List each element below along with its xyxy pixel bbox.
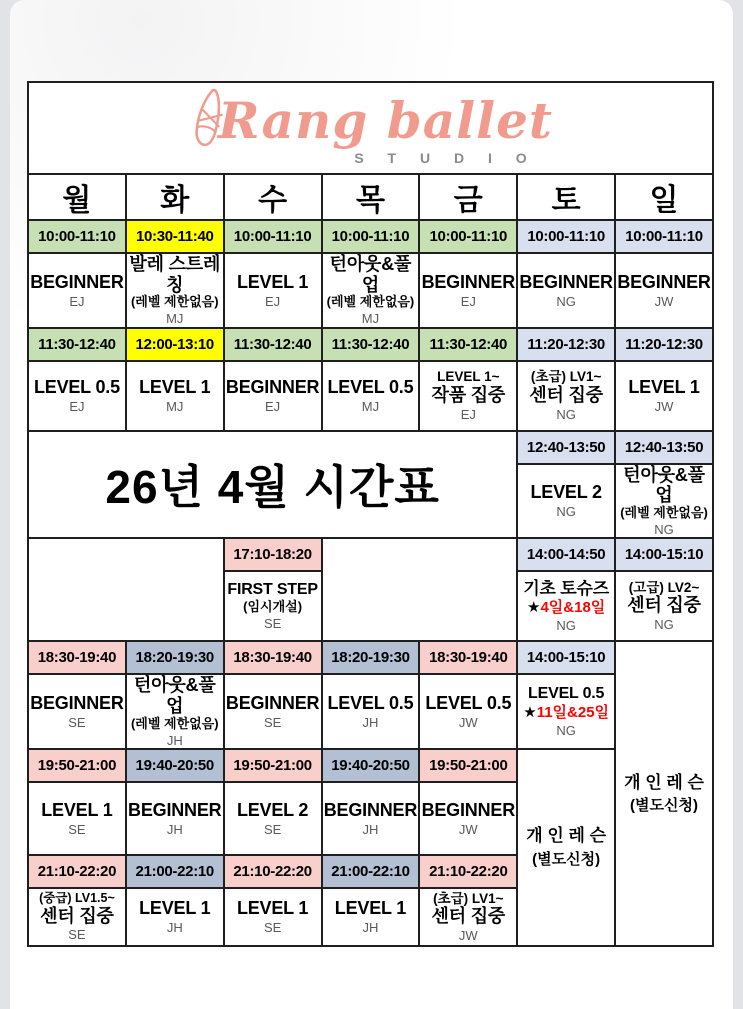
class-name: BEGINNER: [30, 271, 124, 292]
class-teacher: JW: [654, 293, 674, 309]
sun-time-2: 11:20-12:30: [615, 328, 713, 361]
class-dates: ★4일&18일: [526, 598, 606, 616]
logo-cell: [28, 82, 713, 174]
class-sub: (레벨 제한없음): [130, 294, 219, 310]
fri-time-2: 11:30-12:40: [419, 328, 517, 361]
class-teacher: SE: [263, 714, 282, 730]
class-teacher: NG: [654, 521, 674, 537]
wed-time-4: 17:10-18:20: [224, 538, 322, 571]
class-name: 턴아웃&풀업: [329, 254, 412, 295]
thu-class-6: [322, 782, 420, 855]
mon-class-1: [28, 253, 126, 328]
wed-time-7: 21:10-22:20: [224, 855, 322, 888]
class-name: LEVEL 1: [628, 377, 700, 398]
class-teacher: EJ: [69, 398, 85, 414]
wed-class-7: [224, 888, 322, 946]
fri-class-6: [419, 782, 517, 855]
class-name: LEVEL 1: [236, 271, 309, 292]
mon-time-7: 21:10-22:20: [28, 855, 126, 888]
class-teacher: SE: [68, 714, 86, 730]
class-name: FIRST STEP: [227, 581, 318, 599]
sat-class-4: [517, 571, 615, 641]
class-name: LEVEL 2: [236, 799, 309, 820]
class-teacher: SE: [263, 920, 282, 936]
thu-time-2: 11:30-12:40: [322, 328, 420, 361]
wed-time-1: 10:00-11:10: [224, 220, 322, 253]
thu-class-1: [322, 253, 420, 328]
class-sub: (레벨 제한없음): [620, 504, 708, 520]
tue-time-2: 12:00-13:10: [126, 328, 224, 361]
class-name: 턴아웃&풀업: [133, 675, 216, 716]
studio-logo: [30, 83, 711, 173]
wed-class-4: [224, 571, 322, 641]
wed-class-1: [224, 253, 322, 328]
class-teacher: EJ: [265, 398, 281, 414]
tue-time-5: 18:20-19:30: [126, 641, 224, 674]
mon-class-6: [28, 782, 126, 855]
sat-class-3: [517, 464, 615, 539]
sat-class-5: [517, 674, 615, 749]
thu-class-2: [322, 361, 420, 431]
class-level: (중급) LV1.5~: [39, 891, 115, 906]
class-name: BEGINNER: [421, 799, 515, 820]
sun-class-4: [615, 571, 713, 641]
class-teacher: EJ: [265, 293, 281, 309]
day-header-sat: 토: [517, 174, 615, 220]
class-teacher: JH: [166, 821, 183, 837]
class-name: LEVEL 0.5: [327, 693, 414, 714]
class-teacher: JH: [362, 821, 379, 837]
day-header-wed: 수: [224, 174, 322, 220]
class-name: 발레 스트레칭: [129, 254, 221, 295]
sat-class-1: [517, 253, 615, 328]
fri-class-2: [419, 361, 517, 431]
mon-class-5: [28, 674, 126, 749]
sun-time-1: 10:00-11:10: [615, 220, 713, 253]
day-header-fri: 금: [419, 174, 517, 220]
thu-time-5: 18:20-19:30: [322, 641, 420, 674]
class-teacher: NG: [556, 406, 576, 422]
class-teacher: SE: [68, 821, 86, 837]
class-teacher: NG: [556, 293, 576, 309]
class-teacher: NG: [654, 617, 674, 633]
class-teacher: MJ: [361, 311, 380, 327]
wed-class-5: [224, 674, 322, 749]
mon-class-2: [28, 361, 126, 431]
wed-class-2: [224, 361, 322, 431]
fri-class-1: [419, 253, 517, 328]
class-teacher: SE: [263, 615, 282, 631]
thu-time-1: 10:00-11:10: [322, 220, 420, 253]
class-teacher: SE: [263, 821, 282, 837]
class-name: BEGINNER: [225, 377, 320, 398]
tue-class-5: [126, 674, 224, 749]
class-teacher: JW: [458, 927, 478, 943]
sat-time-2: 11:20-12:30: [517, 328, 615, 361]
class-level: (초급) LV1~: [530, 369, 602, 385]
wed-time-5: 18:30-19:40: [224, 641, 322, 674]
class-name: BEGINNER: [30, 693, 124, 714]
tue-class-2: [126, 361, 224, 431]
studio-subtitle: S T U D I O: [354, 150, 537, 166]
tue-time-7: 21:00-22:10: [126, 855, 224, 888]
thu-class-5: [322, 674, 420, 749]
fri-class-5: [419, 674, 517, 749]
timetable-title: 26년 4월 시간표: [105, 461, 440, 514]
day-header-thu: 목: [322, 174, 420, 220]
fri-time-7: 21:10-22:20: [419, 855, 517, 888]
class-teacher: JW: [458, 714, 478, 730]
class-name: LEVEL 1: [139, 898, 211, 919]
sat-time-4: 14:00-14:50: [517, 538, 615, 571]
timetable: [27, 81, 714, 947]
class-name: 작품 집중: [431, 384, 506, 405]
class-teacher: MJ: [166, 398, 184, 414]
class-teacher: SE: [68, 927, 86, 943]
mon-class-7: [28, 888, 126, 946]
sat-class-2: [517, 361, 615, 431]
tue-class-7: [126, 888, 224, 946]
class-teacher: NG: [556, 617, 576, 633]
class-level: (초급) LV1~: [433, 890, 504, 906]
class-teacher: EJ: [460, 293, 476, 309]
sat-time-1: 10:00-11:10: [517, 220, 615, 253]
sun-class-1: [615, 253, 713, 328]
class-sub: (레벨 제한없음): [130, 715, 219, 731]
class-name: 센터 집중: [627, 595, 701, 616]
class-sub: (임시개설): [243, 598, 303, 614]
sat-private-lesson: [517, 749, 615, 946]
class-name: BEGINNER: [421, 271, 515, 292]
wed-time-6: 19:50-21:00: [224, 749, 322, 782]
class-name: BEGINNER: [225, 693, 320, 714]
day-header-tue: 화: [126, 174, 224, 220]
class-teacher: MJ: [361, 398, 380, 414]
class-name: LEVEL 0.5: [528, 685, 605, 703]
class-sub: (레벨 제한없음): [326, 294, 415, 310]
mon-time-6: 19:50-21:00: [28, 749, 126, 782]
wed-class-6: [224, 782, 322, 855]
class-teacher: JH: [362, 920, 379, 936]
class-name: BEGINNER: [617, 271, 711, 292]
fri-time-6: 19:50-21:00: [419, 749, 517, 782]
class-name: LEVEL 1: [236, 898, 309, 919]
tue-class-6: [126, 782, 224, 855]
class-name: BEGINNER: [519, 271, 613, 292]
class-teacher: JW: [458, 821, 478, 837]
class-name: BEGINNER: [323, 799, 418, 820]
thu-time-6: 19:40-20:50: [322, 749, 420, 782]
sun-time-3: 12:40-13:50: [615, 431, 713, 464]
sun-private-lesson: [615, 641, 713, 946]
class-teacher: MJ: [166, 311, 184, 327]
tue-time-6: 19:40-20:50: [126, 749, 224, 782]
fri-time-5: 18:30-19:40: [419, 641, 517, 674]
class-name: 턴아웃&풀업: [623, 464, 705, 506]
private-lesson-label: 개 인 레 슨 (별도신청): [624, 772, 704, 815]
empty-cell-thu-fri: [322, 538, 518, 641]
sat-time-3: 12:40-13:50: [517, 431, 615, 464]
tue-time-1: 10:30-11:40: [126, 220, 224, 253]
tue-class-1: [126, 253, 224, 328]
class-name: 기초 토슈즈: [523, 579, 609, 599]
day-header-sun: 일: [615, 174, 713, 220]
mon-time-1: 10:00-11:10: [28, 220, 126, 253]
fri-class-7: [419, 888, 517, 946]
mon-time-5: 18:30-19:40: [28, 641, 126, 674]
class-name: LEVEL 1: [334, 898, 407, 919]
class-level: (고급) LV2~: [628, 579, 700, 595]
fri-time-1: 10:00-11:10: [419, 220, 517, 253]
sat-time-5: 14:00-15:10: [517, 641, 615, 674]
class-teacher: JW: [654, 398, 674, 414]
sun-time-4: 14:00-15:10: [615, 538, 713, 571]
class-name: LEVEL 0.5: [33, 377, 120, 398]
class-teacher: JH: [362, 714, 379, 730]
class-name: LEVEL 0.5: [425, 693, 512, 714]
private-lesson-label: 개 인 레 슨 (별도신청): [526, 826, 607, 868]
class-teacher: NG: [556, 504, 576, 520]
class-teacher: JH: [166, 732, 183, 748]
mon-time-2: 11:30-12:40: [28, 328, 126, 361]
class-name: LEVEL 1: [139, 377, 211, 398]
class-teacher: JH: [166, 920, 183, 936]
thu-class-7: [322, 888, 420, 946]
class-name: 센터 집중: [40, 905, 114, 926]
studio-name: Rang ballet: [217, 91, 554, 150]
class-name: LEVEL 1: [41, 799, 113, 820]
class-name: LEVEL 2: [530, 482, 602, 503]
thu-time-7: 21:00-22:10: [322, 855, 420, 888]
class-teacher: EJ: [69, 293, 85, 309]
wed-time-2: 11:30-12:40: [224, 328, 322, 361]
class-name: LEVEL 0.5: [327, 377, 414, 398]
class-teacher: NG: [556, 722, 576, 738]
day-header-mon: 월: [28, 174, 126, 220]
empty-cell-mon-tue: [28, 538, 224, 641]
class-name: 센터 집중: [431, 906, 506, 927]
sun-class-3: [615, 464, 713, 539]
sun-class-2: [615, 361, 713, 431]
month-title: [28, 431, 517, 539]
page-sheet: [10, 0, 733, 1009]
class-name: BEGINNER: [128, 799, 222, 820]
class-level: LEVEL 1~: [437, 369, 500, 385]
class-teacher: EJ: [460, 406, 476, 422]
class-dates: ★11일&25일: [523, 703, 610, 721]
class-name: 센터 집중: [529, 384, 603, 405]
